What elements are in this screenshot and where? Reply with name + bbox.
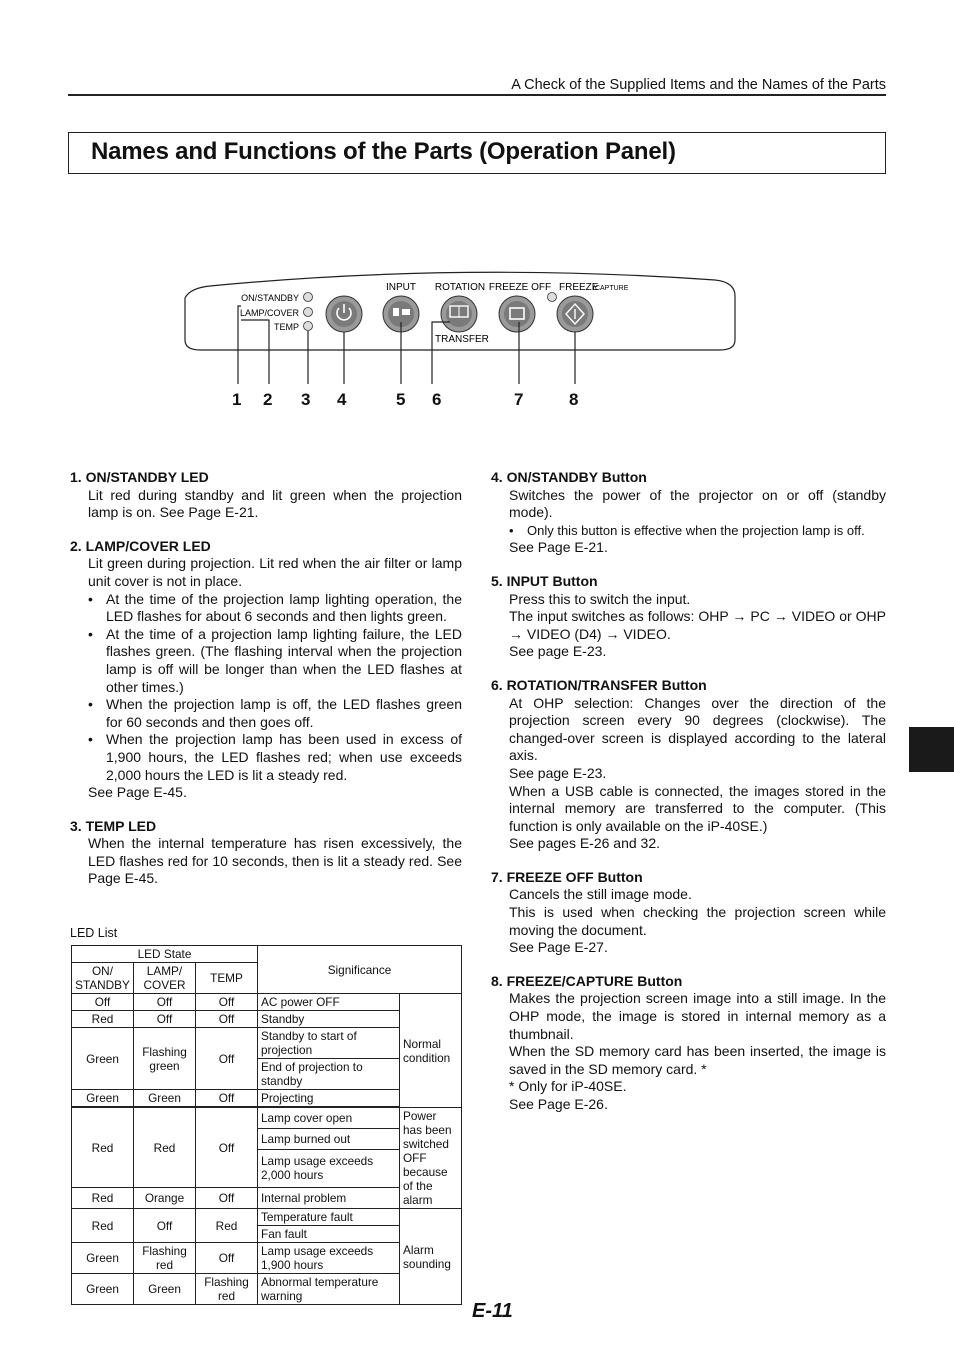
- group-alarm: Alarm sounding: [400, 1209, 462, 1305]
- section-input-button: [491, 573, 886, 661]
- cell: Off: [134, 1011, 196, 1028]
- cell: End of projection to standby: [258, 1059, 400, 1090]
- freeze-label: FREEZE: [559, 282, 599, 293]
- capture-led-icon: [548, 293, 557, 302]
- cell: Flashing red: [196, 1274, 258, 1305]
- table-row: [72, 1209, 462, 1226]
- on-standby-button-icon: [326, 296, 362, 332]
- page-number: E-11: [472, 1300, 513, 1322]
- section-heading: 1. ON/STANDBY LED: [70, 469, 209, 485]
- cell: Flashing green: [134, 1028, 196, 1090]
- callout-7: 7: [514, 390, 524, 409]
- cell: Red: [72, 1209, 134, 1243]
- cell: Lamp usage exceeds 2,000 hours: [258, 1149, 400, 1187]
- section-line: Makes the projection screen image into a still image. In the OHP mode, the image is stored in internal memory as a thumbnail.: [509, 990, 886, 1042]
- transfer-label: TRANSFER: [435, 334, 489, 345]
- cell: Lamp cover open: [258, 1108, 400, 1129]
- cell: Temperature fault: [258, 1209, 400, 1226]
- cell: Green: [72, 1090, 134, 1107]
- cell: Red: [134, 1108, 196, 1188]
- input-label: INPUT: [386, 282, 416, 293]
- section-body: Lit red during standby and lit green when the projection lamp is on. See Page E-21.: [88, 486, 462, 521]
- section-body: When the internal temperature has risen excessively, the LED flashes red for 10 seconds, then is lit a steady red. See Page E-45.: [88, 835, 462, 887]
- cell: Off: [196, 994, 258, 1011]
- rotation-transfer-button-icon: [441, 296, 477, 332]
- cell: Red: [72, 1188, 134, 1209]
- section-lamp-cover-led: [70, 538, 462, 802]
- header-significance: Significance: [258, 946, 462, 994]
- group-power-off: Power has been switched OFF because of the alarm: [400, 1108, 462, 1209]
- cell: Off: [196, 1243, 258, 1274]
- cell: Internal problem: [258, 1188, 400, 1209]
- cell: Projecting: [258, 1090, 400, 1107]
- section-heading: 4. ON/STANDBY Button: [491, 469, 647, 485]
- cell: Green: [72, 1274, 134, 1305]
- section-line: See page E-23.: [509, 643, 607, 660]
- table-row: [72, 1108, 462, 1129]
- bullet-item: • At the time of a projection lamp lighting failure, the LED flashes green. (The flashing interval when the projection lamp is off will be longer than when the LED flashes at other times.): [106, 626, 462, 696]
- bullet-list: [491, 522, 886, 540]
- right-column: [491, 469, 886, 1130]
- section-line: The input switches as follows: OHP → PC → VIDEO or OHP → VIDEO (D4) → VIDEO.: [509, 608, 886, 642]
- section-body: Lit green during projection. Lit red when the air filter or lamp unit cover is not in place.: [88, 555, 462, 589]
- section-line: See Page E-26.: [509, 1096, 608, 1112]
- chapter-tab: [909, 727, 954, 772]
- section-heading: 7. FREEZE OFF Button: [491, 868, 643, 885]
- section-freeze-off-button: [491, 869, 886, 957]
- header-on-standby: ON/ STANDBY: [72, 963, 134, 994]
- cell: Green: [72, 1243, 134, 1274]
- cell: Flashing red: [134, 1243, 196, 1274]
- section-line: When the SD memory card has been inserted, the image is saved in the SD memory card. *: [509, 1043, 886, 1077]
- cell: Off: [134, 1209, 196, 1243]
- section-line: Press this to switch the input.: [509, 590, 691, 607]
- table-row: [72, 994, 462, 1011]
- cell: Lamp burned out: [258, 1128, 400, 1149]
- header-lamp-cover: LAMP/ COVER: [134, 963, 196, 994]
- on-standby-label: ON/STANDBY: [241, 293, 299, 303]
- group-normal: Normal condition: [400, 994, 462, 1108]
- section-line: See page E-23.: [509, 764, 607, 781]
- page-title: Names and Functions of the Parts (Operation Panel): [91, 138, 676, 165]
- callout-4: 4: [337, 390, 347, 409]
- cell: Off: [196, 1090, 258, 1107]
- section-ref: See Page E-21.: [509, 539, 608, 556]
- temp-label: TEMP: [273, 322, 299, 332]
- cell: Off: [134, 994, 196, 1011]
- cell: Off: [196, 1011, 258, 1028]
- cell: Red: [72, 1011, 134, 1028]
- cell: Lamp usage exceeds 1,900 hours: [258, 1243, 400, 1274]
- header-led-state: LED State: [72, 946, 258, 963]
- section-on-standby-led: [70, 469, 462, 522]
- cell: Standby: [258, 1011, 400, 1028]
- callout-6: 6: [432, 390, 442, 409]
- section-line: This is used when checking the projection screen while moving the document.: [509, 904, 886, 938]
- section-line: See Page E-27.: [509, 939, 608, 956]
- cell: Off: [72, 994, 134, 1011]
- running-header: A Check of the Supplied Items and the Names of the Parts: [511, 77, 886, 93]
- section-line: See pages E-26 and 32.: [509, 835, 661, 852]
- header-rule: [68, 94, 886, 96]
- lamp-cover-led-icon: [304, 308, 313, 317]
- section-line: When a USB cable is connected, the images stored in the internal memory are transferred to the computer. (This function is only available on the iP-40SE.): [509, 782, 886, 834]
- section-ref: See Page E-45.: [88, 784, 187, 801]
- section-line: Cancels the still image mode.: [509, 886, 692, 903]
- section-line: At OHP selection: Changes over the direction of the projection screen every 90 degrees (clockwise). The changed-over screen is displayed according to the lateral axis.: [509, 694, 886, 764]
- cell: Off: [196, 1028, 258, 1090]
- section-heading: 8. FREEZE/CAPTURE Button: [491, 972, 683, 989]
- section-body: Switches the power of the projector on or off (standby mode).: [509, 486, 886, 521]
- section-heading: 6. ROTATION/TRANSFER Button: [491, 676, 707, 693]
- cell: AC power OFF: [258, 994, 400, 1011]
- callout-3: 3: [301, 390, 311, 409]
- cell: Orange: [134, 1188, 196, 1209]
- callout-5: 5: [396, 390, 406, 409]
- led-list-table: [71, 945, 462, 1305]
- capture-label: /CAPTURE: [593, 285, 629, 292]
- cell: Off: [196, 1108, 258, 1188]
- callout-8: 8: [569, 390, 579, 409]
- cell: Off: [196, 1188, 258, 1209]
- temp-led-icon: [304, 322, 313, 331]
- callout-2: 2: [263, 390, 273, 409]
- section-heading: 3. TEMP LED: [70, 817, 157, 834]
- freeze-capture-button-icon: [557, 296, 593, 332]
- bullet-item: • When the projection lamp is off, the LED flashes green for 60 seconds and then goes off.: [106, 696, 462, 731]
- section-on-standby-button: [491, 469, 886, 557]
- cell: Fan fault: [258, 1226, 400, 1243]
- on-standby-led-icon: [304, 293, 313, 302]
- cell: Abnormal temperature warning: [258, 1274, 400, 1305]
- bullet-item: • When the projection lamp has been used in excess of 1,900 hours, the LED flashes red; when use exceeds 2,000 hours the LED is lit a steady red.: [106, 731, 462, 784]
- operation-panel-diagram: [0, 260, 954, 390]
- lamp-cover-label: LAMP/COVER: [239, 308, 299, 318]
- rotation-label: ROTATION: [434, 282, 486, 293]
- section-rotation-transfer-button: [491, 677, 886, 853]
- section-line: * Only for iP-40SE.: [509, 1078, 627, 1095]
- cell: Green: [134, 1090, 196, 1107]
- cell: Green: [72, 1028, 134, 1090]
- cell: Green: [134, 1274, 196, 1305]
- callout-1: 1: [232, 390, 242, 409]
- cell: Standby to start of projection: [258, 1028, 400, 1059]
- bullet-list: [70, 591, 462, 785]
- cell: Red: [196, 1209, 258, 1243]
- section-heading: 2. LAMP/COVER LED: [70, 537, 211, 554]
- bullet-item: • Only this button is effective when the projection lamp is off.: [527, 522, 886, 540]
- cell: Red: [72, 1108, 134, 1188]
- title-box: [68, 132, 886, 174]
- header-temp: TEMP: [196, 963, 258, 994]
- led-list-caption: LED List: [70, 926, 118, 940]
- freeze-off-label: FREEZE OFF: [488, 282, 552, 293]
- freeze-off-button-icon: [499, 296, 535, 332]
- left-column: [70, 469, 462, 904]
- section-freeze-capture-button: [491, 973, 886, 1114]
- section-heading: 5. INPUT Button: [491, 572, 598, 589]
- section-temp-led: [70, 818, 462, 888]
- bullet-item: • At the time of the projection lamp lighting operation, the LED flashes for about 6 seconds and then lights green.: [106, 591, 462, 626]
